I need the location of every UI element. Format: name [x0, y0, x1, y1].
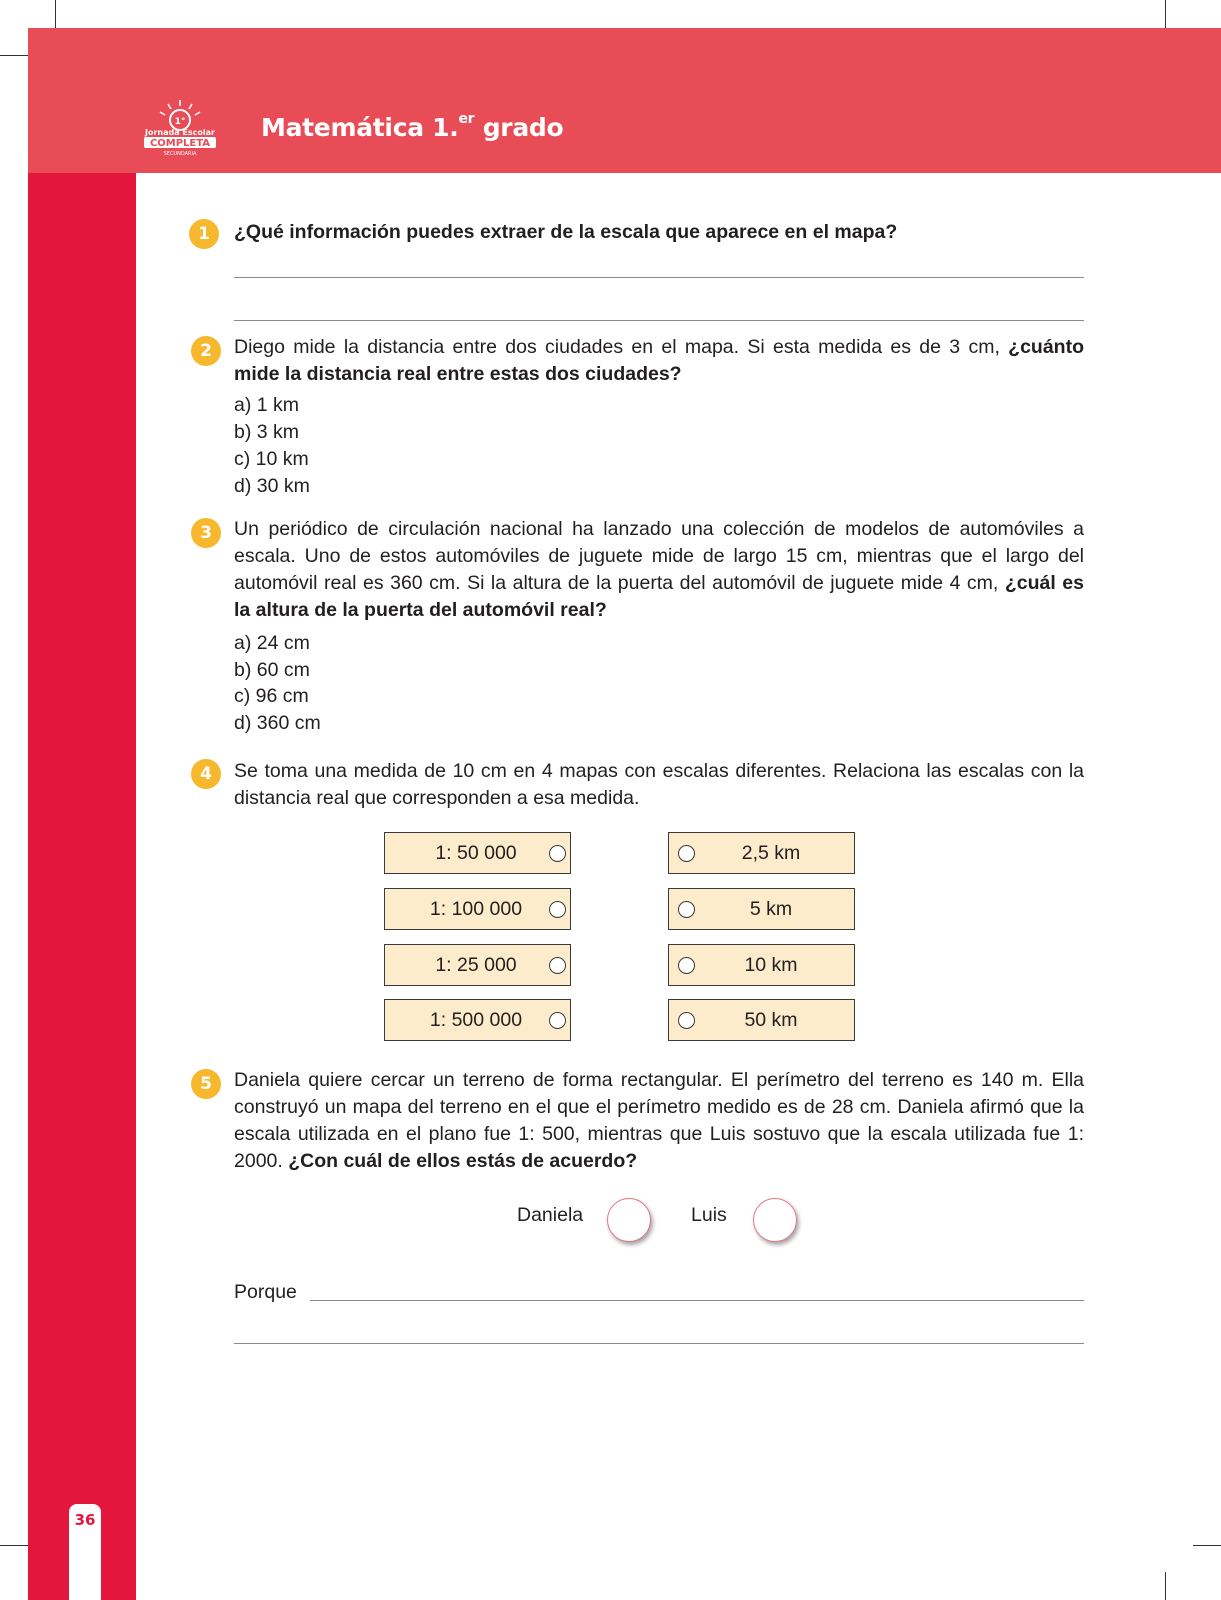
- crop-mark: [1165, 1572, 1166, 1600]
- crop-mark: [0, 55, 28, 56]
- crop-mark: [1193, 1545, 1221, 1546]
- page-title: Matemática 1.$^{er}$ grado: [261, 110, 564, 142]
- match-point[interactable]: [678, 901, 695, 918]
- question-4-text: Se toma una medida de 10 cm en 4 mapas con escalas diferentes. Relaciona las escalas con la distancia real que corresponden a esa medida.: [234, 760, 1084, 809]
- option-b[interactable]: b) 60 cm: [234, 659, 310, 681]
- distance-box: [668, 944, 855, 986]
- question-1-text: ¿Qué información puedes extraer de la escala que aparece en el mapa?: [234, 221, 898, 243]
- scale-box: [384, 832, 571, 874]
- option-c[interactable]: c) 10 km: [234, 448, 309, 470]
- scale-label: 1: 500 000: [429, 1009, 523, 1031]
- scale-box: [384, 999, 571, 1041]
- question-number-2: 2: [191, 336, 221, 366]
- question-number-5: 5: [191, 1069, 221, 1099]
- choice-daniela-label: Daniela: [517, 1204, 584, 1226]
- option-a[interactable]: a) 1 km: [234, 394, 300, 416]
- match-point[interactable]: [678, 957, 695, 974]
- answer-line[interactable]: [234, 320, 1084, 321]
- distance-label: 5 km: [749, 898, 793, 920]
- distance-box: [668, 999, 855, 1041]
- svg-text:COMPLETA: COMPLETA: [149, 138, 211, 149]
- crop-mark: [0, 1545, 28, 1546]
- scale-label: 1: 50 000: [435, 842, 517, 864]
- option-b[interactable]: b) 3 km: [234, 421, 300, 443]
- answer-line[interactable]: [310, 1300, 1084, 1301]
- question-3-text: Un periódico de circulación nacional ha lanzado una colección de modelos de automóviles a escala. Uno de estos automóviles de juguete mide de largo 15 cm, mientras que el largo del automóvil real es 360 cm. Si la altura de la puerta del automóvil de juguete mide 4 cm, ¿cuál es la altura de la puerta del automóvil real?: [234, 518, 1084, 621]
- option-d[interactable]: d) 360 cm: [234, 712, 321, 734]
- match-point[interactable]: [549, 845, 566, 862]
- scale-box: [384, 944, 571, 986]
- scale-box: [384, 888, 571, 930]
- choice-daniela-circle[interactable]: [607, 1198, 651, 1242]
- scale-label: 1: 100 000: [429, 898, 523, 920]
- distance-label: 50 km: [744, 1009, 798, 1031]
- option-a[interactable]: a) 24 cm: [234, 632, 310, 654]
- distance-label: 10 km: [744, 954, 798, 976]
- question-number-1: 1: [189, 219, 219, 249]
- question-2-text: Diego mide la distancia entre dos ciudades en el mapa. Si esta medida es de 3 cm, ¿cuánto mide la distancia real entre estas dos ciudades?: [234, 336, 1084, 385]
- match-point[interactable]: [678, 845, 695, 862]
- svg-text:1°: 1°: [174, 117, 186, 127]
- match-point[interactable]: [549, 1012, 566, 1029]
- distance-label: 2,5 km: [741, 842, 801, 864]
- question-number-3: 3: [191, 518, 221, 548]
- match-point[interactable]: [549, 957, 566, 974]
- svg-text:SECUNDARIA: SECUNDARIA: [163, 151, 197, 157]
- sidebar-band: [28, 173, 136, 1600]
- choice-luis-label: Luis: [691, 1204, 727, 1226]
- choice-luis-circle[interactable]: [753, 1198, 797, 1242]
- match-point[interactable]: [549, 901, 566, 918]
- page-number: 36: [74, 1511, 96, 1529]
- match-point[interactable]: [678, 1012, 695, 1029]
- answer-line[interactable]: [234, 1343, 1084, 1344]
- because-label: Porque: [234, 1281, 297, 1303]
- option-c[interactable]: c) 96 cm: [234, 685, 309, 707]
- distance-box: [668, 888, 855, 930]
- answer-line[interactable]: [234, 277, 1084, 278]
- option-d[interactable]: d) 30 km: [234, 475, 310, 497]
- crop-mark: [1165, 0, 1166, 28]
- scale-label: 1: 25 000: [435, 954, 517, 976]
- question-5-text: Daniela quiere cercar un terreno de forma rectangular. El perímetro del terreno es 140 m. Ella construyó un mapa del terreno en el que el perímetro medido es de 28 cm. Daniela afirmó que la escala utilizada en el plano fue 1: 500, mientras que Luis sostuvo que la escala utilizada fue 1: 2000. ¿Con cuál de ellos estás de acuerdo?: [234, 1069, 1084, 1172]
- jec-logo: [140, 98, 220, 158]
- svg-text:Jornada Escolar: Jornada Escolar: [145, 128, 215, 137]
- crop-mark: [55, 0, 56, 28]
- distance-box: [668, 832, 855, 874]
- question-number-4: 4: [191, 759, 221, 789]
